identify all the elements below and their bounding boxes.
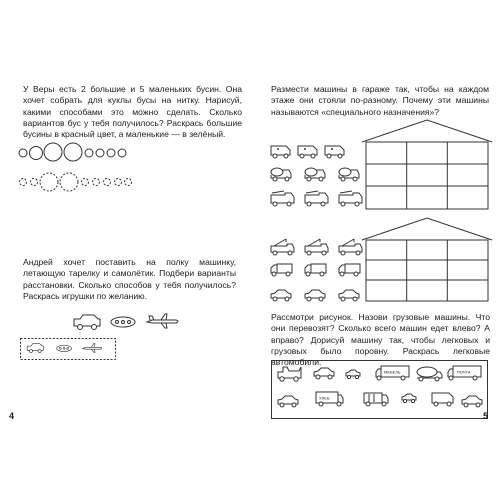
right-page [250, 0, 500, 500]
ambulance-row [270, 143, 370, 159]
garage-task-text: Размести машины в гараже так, чтобы на каждом этаже они стояли по-разному. Почему эти машины называются «специального назначения»? [271, 84, 489, 117]
concrete-mixer-icon [339, 168, 359, 181]
car-icon [271, 290, 291, 301]
ambulance-icon [298, 146, 317, 158]
traffic-scene-box [271, 360, 489, 420]
garbage-truck-icon [364, 393, 388, 406]
concrete-mixer-icon [305, 168, 325, 181]
ambulance-icon [325, 146, 344, 158]
toys-task-text: Андрей хочет поставить на полку машинку, летающую тарелку и самолётик. Подбери варианты расстановки. Сколько способов у тебя получилось? Раскрась игрушки по желанию. [23, 257, 236, 301]
svg-text:ПОЧТА: ПОЧТА [457, 369, 471, 375]
page-number-right: 5 [483, 411, 489, 421]
concrete-mixer-icon [271, 168, 291, 181]
car-icon [339, 290, 359, 301]
flying-saucer-icon [110, 315, 136, 329]
small-car-icon [402, 394, 416, 403]
tanker-truck-icon [417, 367, 442, 381]
garage-top [362, 120, 492, 210]
dump-truck-icon [278, 367, 301, 381]
furniture-truck-icon [376, 366, 409, 380]
beads-example-row [18, 140, 178, 164]
beads-task-text: У Веры есть 2 большие и 5 маленьких бусин. Она хочет собрать для куклы бусы на нитку. Нарисуй, какими способами это можно сделать. Сколько вариантов бус у тебя получилось? Раскрась большие бусины в красный цвет, а маленькие — в зелёный. [23, 84, 242, 140]
crane-truck-icon [305, 239, 328, 255]
ambulance-icon [271, 146, 290, 158]
small-car-icon [346, 370, 360, 379]
beads-dashed-row [18, 170, 178, 194]
car-icon [462, 396, 482, 407]
car-icon [305, 290, 325, 301]
fire-truck-icon [271, 191, 294, 206]
page-number-left: 4 [9, 411, 15, 421]
car-row [270, 288, 370, 302]
delivery-van-icon [432, 393, 453, 406]
box-truck-icon [271, 264, 292, 276]
crane-truck-row [270, 238, 370, 256]
fire-truck-icon [305, 191, 328, 206]
car-icon [278, 396, 298, 407]
fire-truck-row [270, 190, 370, 208]
airplane-icon [146, 313, 180, 329]
svg-text:МЕБЕЛЬ: МЕБЕЛЬ [384, 369, 401, 375]
crane-truck-icon [339, 239, 362, 255]
svg-text:ХЛЕБ: ХЛЕБ [319, 395, 330, 401]
garage-bottom [362, 218, 492, 302]
box-truck-row [270, 262, 370, 278]
mail-truck-icon [448, 366, 481, 380]
box-truck-icon [339, 264, 360, 276]
box-truck-icon [305, 264, 326, 276]
crane-truck-icon [271, 239, 294, 255]
car-icon [314, 368, 334, 379]
car-icon [72, 314, 102, 330]
fire-truck-icon [339, 191, 362, 206]
concrete-mixer-row [270, 166, 370, 182]
bread-truck-icon [316, 392, 343, 406]
toys-answer-box [20, 338, 116, 360]
traffic-task-text: Рассмотри рисунок. Назови грузовые машины. Что они перевозят? Сколько всего машин едет влево? А вправо? Дорисуй машину так, чтобы легковых и грузовых было поровну. Раскрась легковые автомобили. [271, 312, 490, 368]
